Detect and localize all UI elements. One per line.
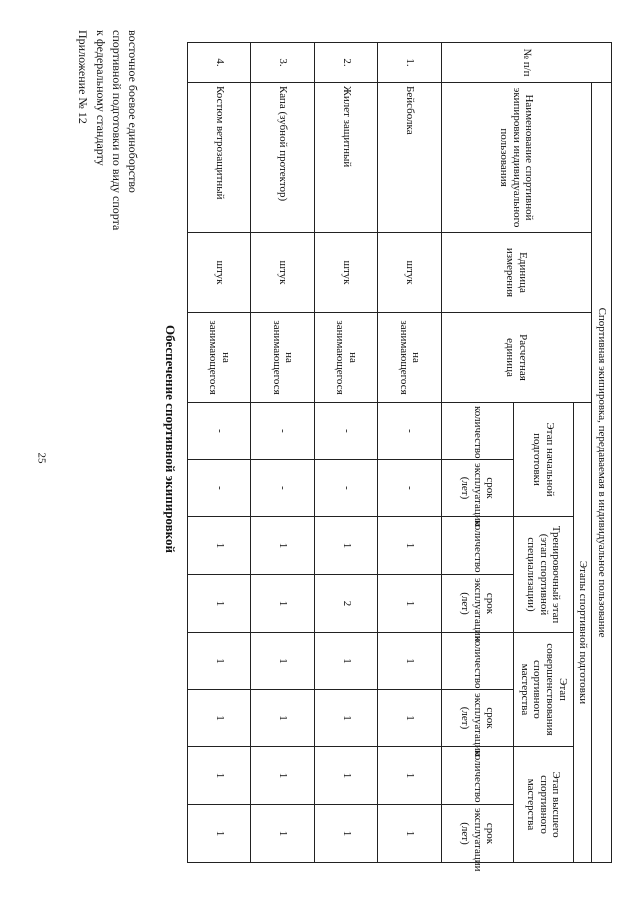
subheader-qty: количество bbox=[442, 633, 514, 690]
header-stage-1: Этап начальной подготовки bbox=[514, 403, 574, 517]
cell-value: 1 bbox=[378, 747, 442, 805]
cell-value: 1 bbox=[378, 517, 442, 575]
subheader-qty: количество bbox=[442, 403, 514, 460]
appendix-line-2: к федеральному стандарту bbox=[94, 30, 108, 166]
cell-value: 1 bbox=[188, 805, 252, 863]
row-num: 1. bbox=[378, 43, 442, 83]
row-calc: на занимающегося bbox=[378, 313, 442, 403]
cell-value: 1 bbox=[251, 747, 315, 805]
row-unit: штук bbox=[188, 233, 252, 313]
cell-value: 1 bbox=[315, 747, 379, 805]
header-calc: Расчетная единица bbox=[442, 313, 592, 403]
equipment-table bbox=[187, 42, 612, 872]
cell-value: 1 bbox=[188, 517, 252, 575]
cell-value: 1 bbox=[378, 575, 442, 633]
cell-value: 1 bbox=[378, 805, 442, 863]
equipment-table-container bbox=[187, 42, 612, 872]
cell-value: 1 bbox=[188, 690, 252, 747]
row-num: 3. bbox=[251, 43, 315, 83]
table-row bbox=[188, 43, 252, 863]
appendix-line-1: Приложение № 12 bbox=[76, 30, 90, 124]
cell-value: 1 bbox=[188, 633, 252, 690]
row-unit: штук bbox=[251, 233, 315, 313]
row-calc: на занимающегося bbox=[315, 313, 379, 403]
row-calc: на занимающегося bbox=[251, 313, 315, 403]
subheader-term: срок эксплуатации (лет) bbox=[442, 460, 514, 517]
cell-value: 1 bbox=[378, 690, 442, 747]
cell-value: 1 bbox=[315, 517, 379, 575]
row-name: Жилет защитный bbox=[315, 83, 379, 233]
header-group: Спортивная экипировка, передаваемая в индивидуальное пользование bbox=[592, 83, 612, 863]
row-unit: штук bbox=[315, 233, 379, 313]
row-name: Костюм ветрозащитный bbox=[188, 83, 252, 233]
row-num: 2. bbox=[315, 43, 379, 83]
header-num: № п/п bbox=[442, 43, 612, 83]
subheader-term: срок эксплуатации (лет) bbox=[442, 575, 514, 633]
cell-value: - bbox=[378, 460, 442, 517]
header-unit: Единица измерения bbox=[442, 233, 592, 313]
cell-value: 1 bbox=[251, 633, 315, 690]
row-unit: штук bbox=[378, 233, 442, 313]
table-row bbox=[378, 43, 442, 863]
subheader-term: срок эксплуатации (лет) bbox=[442, 805, 514, 863]
cell-value: 1 bbox=[315, 805, 379, 863]
header-stage-3: Этап совершенствования спортивного мастерства bbox=[514, 633, 574, 747]
table-row bbox=[315, 43, 379, 863]
header-name: Наименование спортивной экипировки индивидуального пользования bbox=[442, 83, 592, 233]
cell-value: 1 bbox=[315, 633, 379, 690]
cell-value: 1 bbox=[378, 633, 442, 690]
document-title: Обеспечение спортивной экипировкой bbox=[163, 325, 178, 553]
row-name: Капа (зубной протектор) bbox=[251, 83, 315, 233]
cell-value: - bbox=[188, 403, 252, 460]
table-row bbox=[251, 43, 315, 863]
page-number: 25 bbox=[35, 452, 48, 464]
appendix-line-4: восточное боевое единоборство bbox=[126, 30, 140, 193]
cell-value: - bbox=[251, 403, 315, 460]
cell-value: - bbox=[378, 403, 442, 460]
header-stage-4: Этап высшего спортивного мастерства bbox=[514, 747, 574, 863]
appendix-line-3: спортивной подготовки по виду спорта bbox=[110, 30, 124, 231]
row-name: Бейсболка bbox=[378, 83, 442, 233]
cell-value: 1 bbox=[188, 747, 252, 805]
cell-value: - bbox=[251, 460, 315, 517]
header-stage-2: Тренировочный этап (этап спортивной специализации) bbox=[514, 517, 574, 633]
cell-value: 1 bbox=[251, 805, 315, 863]
cell-value: - bbox=[315, 403, 379, 460]
subheader-qty: количество bbox=[442, 747, 514, 805]
cell-value: 1 bbox=[251, 517, 315, 575]
cell-value: 2 bbox=[315, 575, 379, 633]
header-stages: Этапы спортивной подготовки bbox=[574, 403, 592, 863]
cell-value: 1 bbox=[251, 575, 315, 633]
row-num: 4. bbox=[188, 43, 252, 83]
cell-value: - bbox=[188, 460, 252, 517]
cell-value: - bbox=[315, 460, 379, 517]
subheader-term: срок эксплуатации (лет) bbox=[442, 690, 514, 747]
cell-value: 1 bbox=[188, 575, 252, 633]
cell-value: 1 bbox=[251, 690, 315, 747]
row-calc: на занимающегося bbox=[188, 313, 252, 403]
subheader-qty: количество bbox=[442, 517, 514, 575]
cell-value: 1 bbox=[315, 690, 379, 747]
